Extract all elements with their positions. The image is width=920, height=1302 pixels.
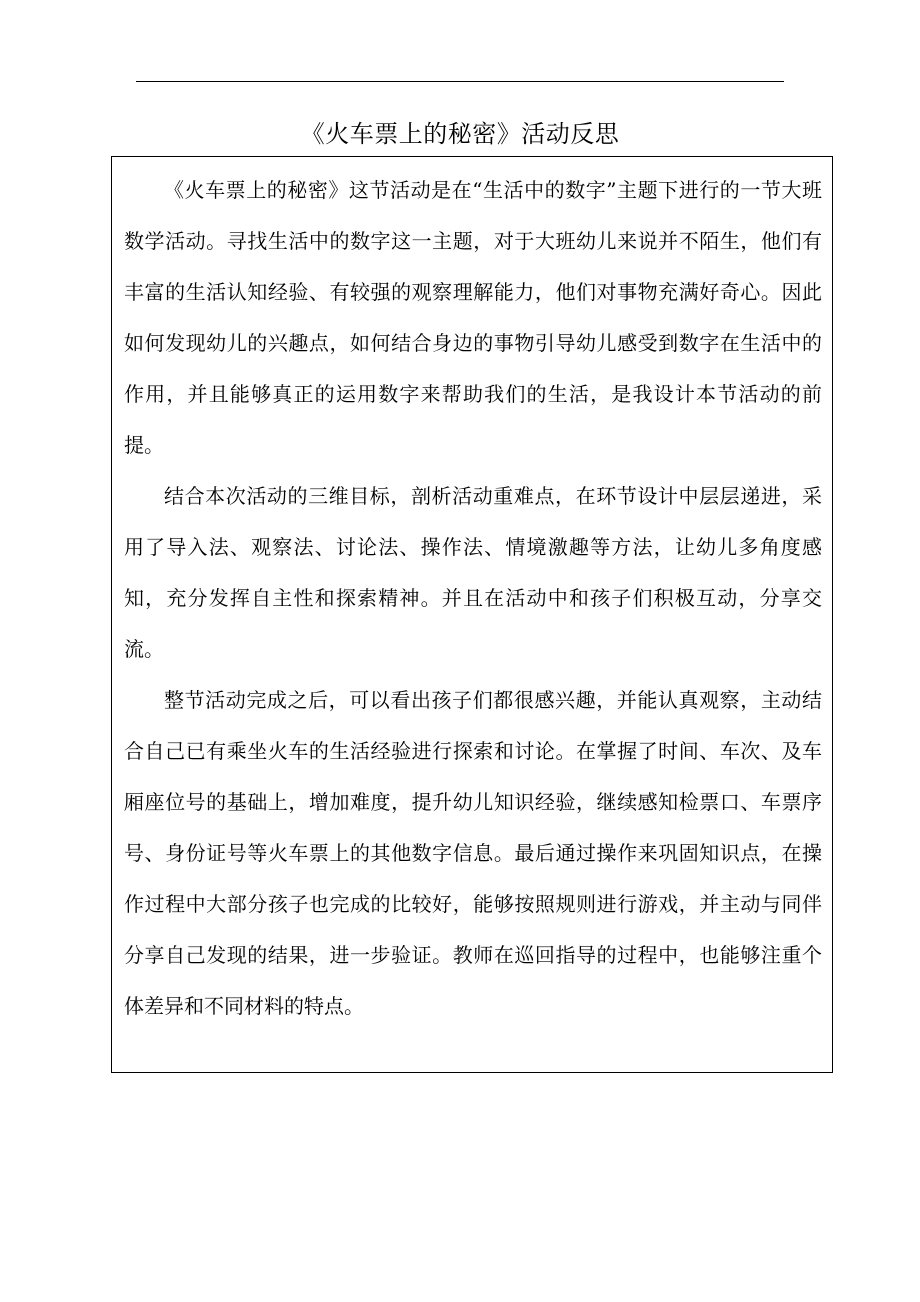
document-title: 《火车票上的秘密》活动反思 (300, 120, 620, 148)
header-rule (136, 81, 784, 82)
paragraph-3: 整节活动完成之后，可以看出孩子们都很感兴趣，并能认真观察，主动结合自己已有乘坐火车的生活经验进行探索和讨论。在掌握了时间、车次、及车厢座位号的基础上，增加难度，提升幼儿知识经验，继续感知检票口、车票序号、身份证号等火车票上的其他数字信息。最后通过操作来巩固知识点，在操作过程中大部分孩子也完成的比较好，能够按照规则进行游戏，并主动与同伴分享自己发现的结果，进一步验证。教师在巡回指导的过程中，也能够注重个体差异和不同材料的特点。 (124, 688, 822, 1018)
paragraph-2: 结合本次活动的三维目标，剖析活动重难点，在环节设计中层层递进，采用了导入法、观察法、讨论法、操作法、情境激趣等方法，让幼儿多角度感知，充分发挥自主性和探索精神。并且在活动中和孩子们积极互动，分享交流。 (124, 484, 822, 661)
paragraph-1: 《火车票上的秘密》这节活动是在“生活中的数字”主题下进行的一节大班数学活动。寻找生活中的数字这一主题，对于大班幼儿来说并不陌生，他们有丰富的生活认知经验、有较强的观察理解能力，他们对事物充满好奇心。因此如何发现幼儿的兴趣点，如何结合身边的事物引导幼儿感受到数字在生活中的作用，并且能够真正的运用数字来帮助我们的生活，是我设计本节活动的前提。 (124, 178, 822, 457)
reflection-text-box (111, 156, 833, 1073)
